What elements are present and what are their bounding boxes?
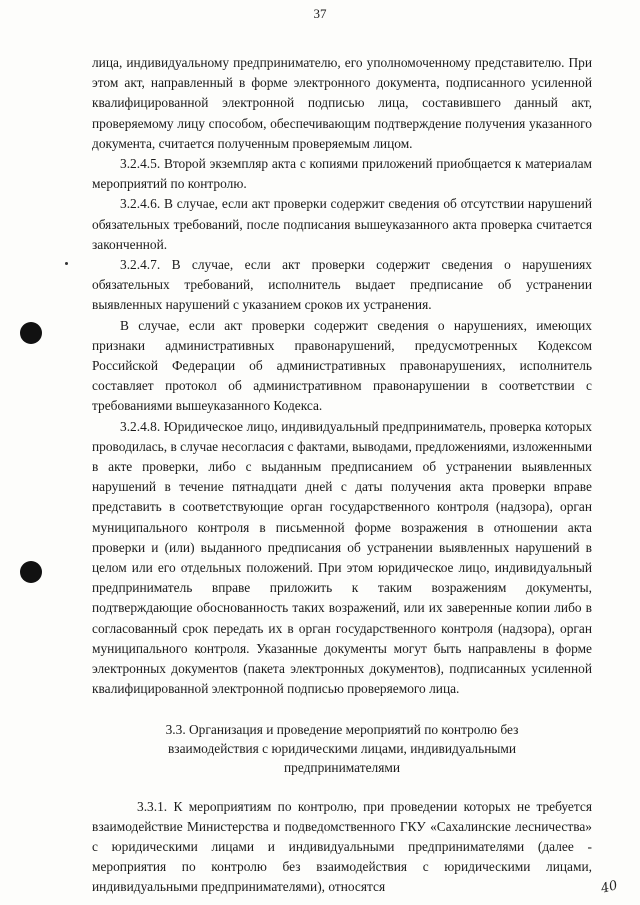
paragraph-3-2-4-5: 3.2.4.5. Второй экземпляр акта с копиями приложений приобщается к материалам мероприятий по контролю. [92, 156, 592, 192]
punch-hole-top [20, 322, 42, 344]
paragraph-3-2-4-7: 3.2.4.7. В случае, если акт проверки содержит сведения о нарушениях обязательных требований, исполнитель выдает предписание об устранении выявленных нарушений с указанием сроков их устранения. [92, 257, 592, 313]
page-number: 37 [313, 6, 327, 21]
paragraph-3-2-4-6: 3.2.4.6. В случае, если акт проверки содержит сведения об отсутствии нарушений обязательных требований, после подписания вышеуказанного акта проверка считается законченной. [92, 196, 592, 252]
paragraph-administrative-violations: В случае, если акт проверки содержит сведения о нарушениях, имеющих признаки административных правонарушений, предусмотренных Кодексом Российской Федерации об административных правонарушениях, исполнитель составляет протокол об административном правонарушении в соответствии с требованиями вышеуказанного Кодекса. [92, 317, 592, 414]
paragraph-3-3-1: 3.3.1. К мероприятиям по контролю, при проведении которых не требуется взаимодействие Министерства и подведомственного ГКУ «Сахалинские лесничества» с юридическими лицами и индивидуальными предпринимателями (далее - мероприятия по контролю без взаимодействия с юридическими лицами, индивидуальными предпринимателями), относятся [92, 798, 592, 895]
scan-speck [65, 262, 68, 265]
punch-hole-bottom [20, 561, 42, 583]
document-body [92, 53, 592, 898]
paragraph-continuation: лица, индивидуальному предпринимателю, его уполномоченному представителю. При этом акт, направленный в форме электронного документа, подписанного усиленной квалифицированной электронной подписью лица, составившего данный акт, проверяемому лицу способом, обеспечивающим подтверждение получения указанного документа, считается полученным проверяемым лицом. [92, 55, 592, 151]
paragraph-3-2-4-8: 3.2.4.8. Юридическое лицо, индивидуальный предприниматель, проверка которых проводилась, в случае несогласия с фактами, выводами, предложениями, изложенными в акте проверки, либо с выданным предписанием об устранении выявленных нарушений в течение пятнадцати дней с даты получения акта проверки вправе представить в соответствующие орган государственного контроля (надзора), орган муниципального контроля в письменной форме возражения в отношении акта проверки и (или) выданного предписания об устранении выявленных нарушений в целом или его отдельных положений. При этом юридическое лицо, индивидуальный предприниматель вправе приложить к таким возражениям документы, подтверждающие обоснованность таких возражений, или их заверенные копии либо в согласованный срок передать их в орган государственного контроля (надзора), орган муниципального контроля. Указанные документы могут быть направлены в форме электронных документов (пакета электронных документов), подписанных усиленной квалифицированной электронной подписью проверяемого лица. [92, 418, 592, 697]
handwritten-page-note: 40 [599, 878, 620, 897]
section-heading-3-3: 3.3. Организация и проведение мероприятий по контролю без взаимодействия с юридическими лицами, индивидуальными предпринимателями [165, 721, 519, 775]
